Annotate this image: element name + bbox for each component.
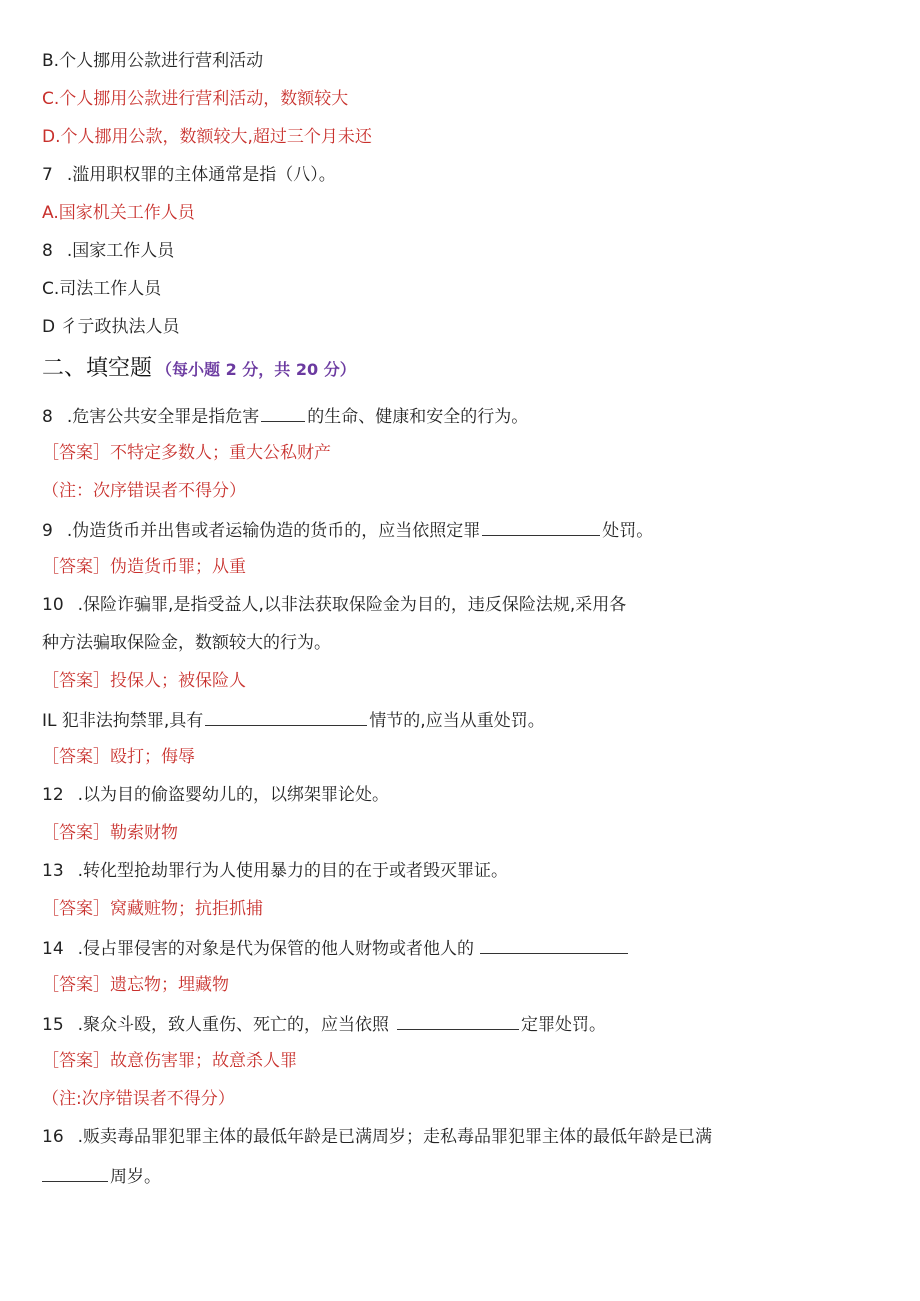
question-text-pre: .伪造货币并出售或者运输伪造的货币的，应当依照定罪: [66, 521, 481, 541]
section-note: （每小题 2 分，共 20 分）: [156, 360, 356, 379]
option-d: D 彳亍政执法人员: [42, 317, 180, 337]
option-a-answer: A.国家机关工作人员: [42, 203, 195, 223]
question-number: 15: [42, 1015, 64, 1035]
section-title: 二、填空题: [42, 356, 153, 381]
option-b: B.个人挪用公款进行营利活动: [42, 51, 264, 71]
question-16-continued: [42, 1163, 161, 1189]
question-text-pre: .危害公共安全罪是指危害: [66, 407, 260, 427]
question-text: .以为目的偷盗婴幼儿的，以绑架罪论处。: [77, 785, 390, 805]
question-10-continued: 种方法骗取保险金，数额较大的行为。: [42, 633, 331, 653]
option-c: C.司法工作人员: [42, 279, 162, 299]
option-c-answer: C.个人挪用公款进行营利活动，数额较大: [42, 89, 349, 109]
question-11: [42, 707, 545, 733]
question-number: 10: [42, 595, 64, 615]
question-number: 8: [42, 407, 53, 427]
question-12: [42, 783, 389, 807]
question-text-post: 处罚。: [602, 521, 654, 541]
question-16: [42, 1125, 712, 1149]
question-text-pre: IL 犯非法拘禁罪,具有: [42, 711, 204, 731]
question-text-post: 情节的,应当从重处罚。: [369, 711, 545, 731]
answer-blank: [42, 1163, 108, 1182]
question-7: [42, 163, 336, 187]
question-text-post: 的生命、健康和安全的行为。: [307, 407, 529, 427]
question-text: .侵占罪侵害的对象是代为保管的他人财物或者他人的: [77, 939, 475, 959]
answer-10: ［答案］投保人；被保险人: [42, 671, 246, 691]
question-text: .转化型抢劫罪行为人使用暴力的目的在于或者毁灭罪证。: [77, 861, 509, 881]
answer-blank: [261, 403, 305, 422]
answer-blank: [205, 707, 367, 726]
answer-13: ［答案］窝藏赃物；抗拒抓捕: [42, 899, 263, 919]
question-text-post: 定罪处罚。: [521, 1015, 607, 1035]
answer-15: ［答案］故意伤害罪；故意杀人罪: [42, 1051, 297, 1071]
option-text: .国家工作人员: [66, 241, 175, 261]
question-text-post: 周岁。: [110, 1167, 161, 1187]
question-number: 13: [42, 861, 64, 881]
option-8: [42, 239, 174, 263]
question-number: 9: [42, 521, 53, 541]
answer-blank: [482, 517, 600, 536]
question-15: [42, 1011, 606, 1037]
question-8: [42, 403, 528, 429]
question-number: 14: [42, 939, 64, 959]
question-number: 12: [42, 785, 64, 805]
question-number: 16: [42, 1127, 64, 1147]
answer-11: ［答案］殴打；侮辱: [42, 747, 195, 767]
option-d-answer: D.个人挪用公款，数额较大,超过三个月未还: [42, 127, 372, 147]
question-10: [42, 593, 626, 617]
option-number: 8: [42, 241, 53, 261]
answer-14: ［答案］遗忘物；埋藏物: [42, 975, 229, 995]
note-8: （注：次序错误者不得分）: [42, 481, 246, 501]
question-13: [42, 859, 508, 883]
question-text-pre: .聚众斗殴，致人重伤、死亡的，应当依照: [77, 1015, 390, 1035]
section-heading: [42, 357, 356, 382]
question-text: .滥用职权罪的主体通常是指（八）。: [66, 165, 336, 185]
answer-12: ［答案］勒索财物: [42, 823, 178, 843]
question-14: [42, 935, 628, 961]
answer-8: ［答案］不特定多数人；重大公私财产: [42, 443, 331, 463]
answer-blank: [480, 935, 628, 954]
answer-blank: [397, 1011, 519, 1030]
question-9: [42, 517, 653, 543]
question-text: .保险诈骗罪,是指受益人,以非法获取保险金为目的，违反保险法规,采用各: [77, 595, 627, 615]
question-text: .贩卖毒品罪犯罪主体的最低年龄是已满周岁；走私毒品罪犯罪主体的最低年龄是已满: [77, 1127, 713, 1147]
answer-9: ［答案］伪造货币罪；从重: [42, 557, 246, 577]
note-15: （注:次序错误者不得分）: [42, 1089, 235, 1109]
question-number: 7: [42, 165, 53, 185]
